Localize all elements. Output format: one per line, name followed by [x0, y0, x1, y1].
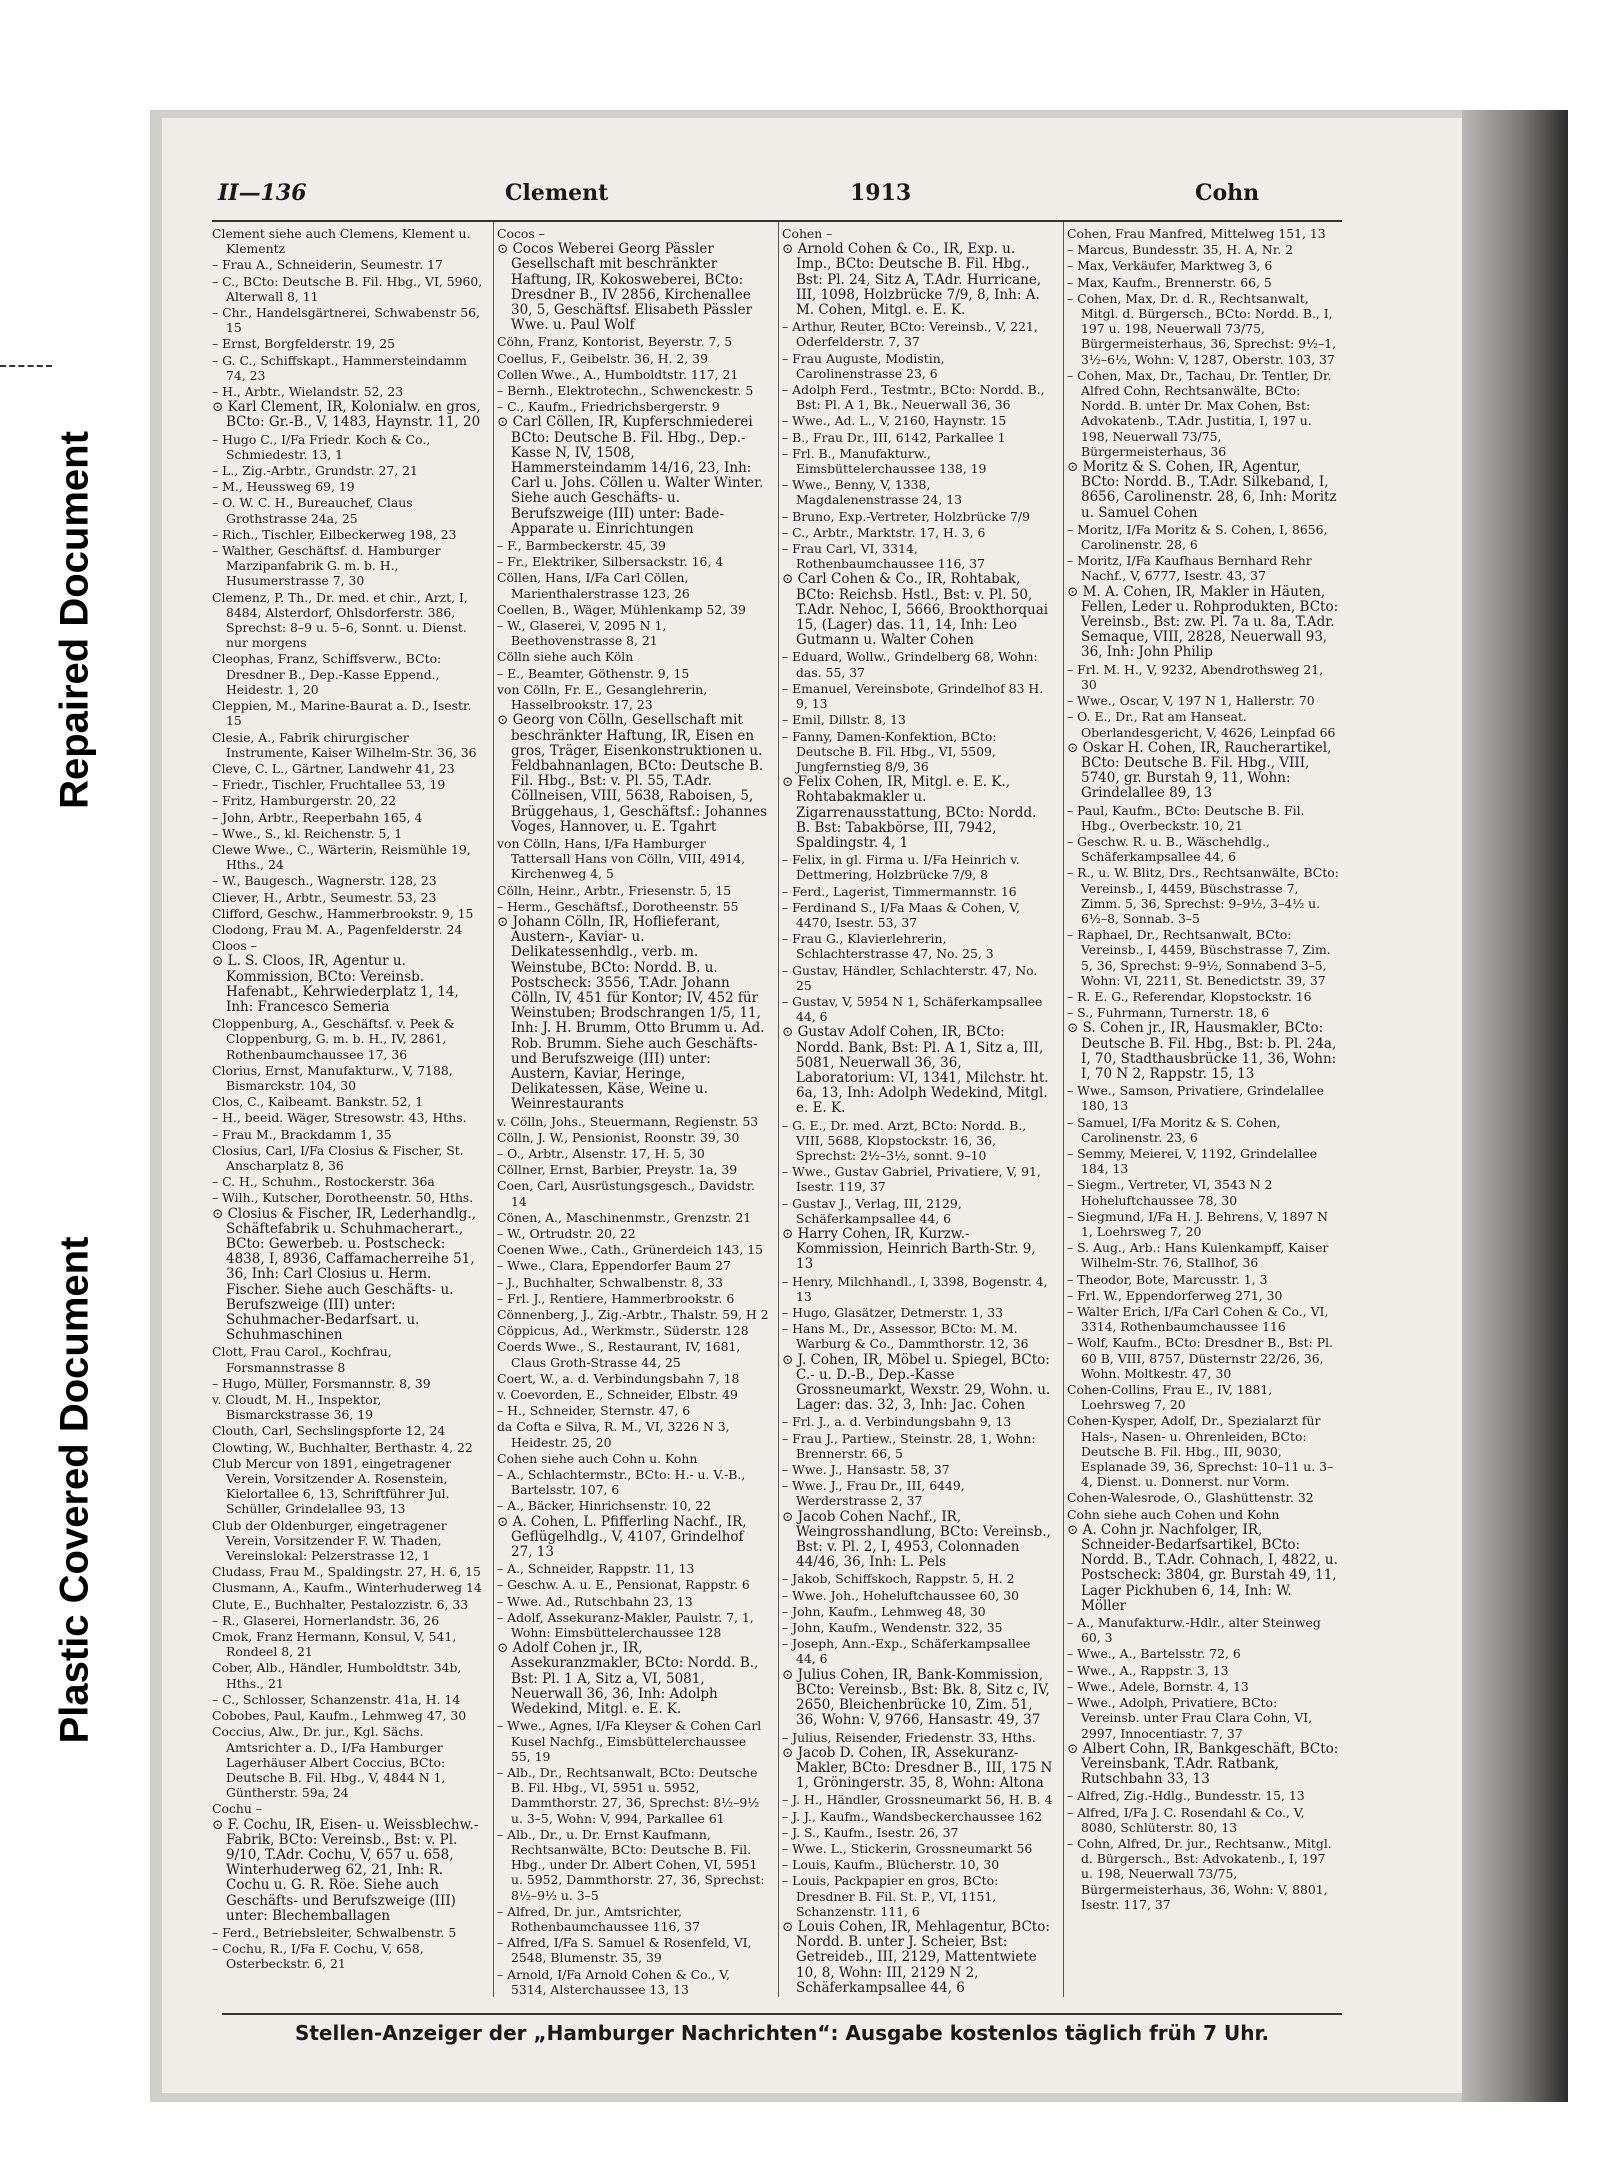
directory-entry: – H., Schneider, Sternstr. 47, 6 — [497, 1403, 691, 1419]
directory-entry: – Wwe., A., Rappstr. 3, 13 — [1067, 1662, 1229, 1678]
directory-entry: ⊙ M. A. Cohen, IR, Makler in Häuten, Fellen, Leder u. Rohprodukten, BCto: Vereinsb., Bst: zw. Pl. 7a u. 8a, T.Adr. Semaque, VIII, 2828, Neuerwall 93, 36, Inh: John Philip — [1067, 583, 1339, 661]
directory-entry: Cober, Alb., Händler, Humboldtstr. 34b, Hths., 21 — [212, 1660, 462, 1691]
directory-entry: – Rich., Tischler, Eilbeckerweg 198, 23 — [212, 526, 457, 542]
directory-entry: – Marcus, Bundesstr. 35, H. A, Nr. 2 — [1067, 242, 1294, 258]
directory-entry: – J. J., Kaufm., Wandsbeckerchaussee 162 — [782, 1808, 1043, 1824]
directory-entry: – Paul, Kaufm., BCto: Deutsche B. Fil. Hbg., Overbeckstr. 10, 21 — [1067, 802, 1305, 833]
directory-entry: Clifford, Geschw., Hammerbrookstr. 9, 15 — [212, 905, 474, 921]
directory-entry: ⊙ A. Cohen, L. Pfifferling Nachf., IR, Geflügelhdlg., V, 4107, Grindelhof 27, 13 — [497, 1513, 747, 1561]
directory-entry: – Walter Erich, I/Fa Carl Cohen & Co., VI, 3314, Rothenbaumchaussee 116 — [1067, 1304, 1329, 1335]
repaired-document-label: Repaired Document — [52, 431, 97, 809]
directory-entry: – E., Beamter, Göthenstr. 9, 15 — [497, 665, 690, 681]
directory-entry: – Siegm., Vertreter, VI, 3543 N 2 Hoheluftchaussee 78, 30 — [1067, 1177, 1273, 1208]
directory-entry: – Fritz, Hamburgerstr. 20, 22 — [212, 793, 397, 809]
directory-entry: ⊙ J. Cohen, IR, Möbel u. Spiegel, BCto: C.- u. D.-B., Dep.-Kasse Grossneumarkt, Wexstr. 29, Wohn. u. Lager: das. 32, 3, Inh: Jac. Cohen — [782, 1351, 1051, 1414]
directory-entry: – John, Kaufm., Lehmweg 48, 30 — [782, 1603, 986, 1619]
directory-entry: – Joseph, Ann.-Exp., Schäferkampsallee 44, 6 — [782, 1636, 1031, 1667]
directory-entry: – Ernst, Borgfelderstr. 19, 25 — [212, 336, 395, 352]
document-type-sidebar — [0, 0, 150, 2177]
directory-entry: – S. Aug., Arb.: Hans Kulenkampff, Kaiser Wilhelm-Str. 76, Stallhof, 36 — [1067, 1240, 1329, 1271]
directory-entry: – Henry, Milchhandl., I, 3398, Bogenstr. 4, 13 — [782, 1273, 1048, 1304]
directory-entry: – M., Heussweg 69, 19 — [212, 479, 355, 495]
directory-entry: – Herm., Geschäftsf., Dorotheenstr. 55 — [497, 898, 739, 914]
directory-entry: – Louis, Packpapier en gros, BCto: Dresdner B. Fil. St. P., VI, 1151, Schanzenstr. 111, 6 — [782, 1873, 999, 1919]
directory-entry: ⊙ Karl Clement, IR, Kolonialw. en gros, BCto: Gr.-B., V, 1483, Haynstr. 11, 20 — [212, 399, 481, 431]
directory-entry: Cönnenberg, J., Zig.-Arbtr., Thalstr. 59, H 2 — [497, 1307, 769, 1323]
directory-entry: v. Cölln, Johs., Steuermann, Regienstr. 53 — [497, 1113, 759, 1129]
directory-entry: Clowting, W., Buchhalter, Berthastr. 4, 22 — [212, 1439, 473, 1455]
directory-entry: – Ferd., Lagerist, Timmermannstr. 16 — [782, 883, 1017, 899]
directory-entry: Clorius, Ernst, Manufakturw., V, 7188, Bismarckstr. 104, 30 — [212, 1062, 453, 1093]
directory-entry: ⊙ Julius Cohen, IR, Bank-Kommission, BCto: Vereinsb., Bst: Bk. 8, Sitz c, IV, 2650, Bleichenbrücke 10, Zim. 51, 36, Wohn: V, 9766, Hansastr. 49, 37 — [782, 1666, 1050, 1729]
directory-entry: – Hugo, Müller, Forsmannstr. 8, 39 — [212, 1375, 431, 1391]
directory-entry: – Frl. J., Rentiere, Hammerbrookstr. 6 — [497, 1290, 735, 1306]
directory-entry: – Emil, Dillstr. 8, 13 — [782, 712, 906, 728]
directory-entry: – Frau Auguste, Modistin, Carolinenstrasse 23, 6 — [782, 350, 945, 381]
directory-entry: – C. H., Schuhm., Rostockerstr. 36a — [212, 1174, 435, 1190]
directory-entry: – Cohen, Max, Dr., Tachau, Dr. Tentler, Dr. Alfred Cohn, Rechtsanwälte, BCto: Nordd. B. unter Dr. Max Cohen, Bst: Advokatenb., T.Adr. Justitia, I, 197 u. 198, Neuerwall 73/75, Bürgermeisterhaus, 36 — [1067, 367, 1332, 459]
directory-entry: – Wwe., Benny, V, 1338, Magdalenenstrasse 24, 13 — [782, 477, 962, 508]
directory-entry: – A., Schlachtermstr., BCto: H.- u. V.-B., Bartelsstr. 107, 6 — [497, 1467, 746, 1498]
directory-entry: Clute, E., Buchhalter, Pestalozzistr. 6, 33 — [212, 1596, 469, 1612]
directory-entry: – C., Kaufm., Friedrichsbergerstr. 9 — [497, 399, 720, 415]
directory-entry: Cohen siehe auch Cohn u. Kohn — [497, 1450, 698, 1466]
directory-entry: Coenen Wwe., Cath., Grünerdeich 143, 15 — [497, 1242, 764, 1258]
directory-entry: – Max, Kaufm., Brennerstr. 66, 5 — [1067, 274, 1272, 290]
dashed-divider — [0, 365, 52, 367]
directory-entry: Cohen-Walesrode, O., Glashüttenstr. 32 — [1067, 1490, 1314, 1506]
directory-entry: – Wwe., Gustav Gabriel, Privatiere, V, 91, Isestr. 119, 37 — [782, 1164, 1041, 1195]
directory-entry: v. Coevorden, E., Schneider, Elbstr. 49 — [497, 1387, 738, 1403]
directory-entry: Cöllen, Hans, I/Fa Carl Cöllen, Marienthalerstrasse 123, 26 — [497, 570, 690, 601]
directory-entry: ⊙ Carl Cöllen, IR, Kupferschmiederei BCto: Deutsche B. Fil. Hbg., Dep.-Kasse N, IV, 1508, Hammersteindamm 14/16, 23, Inh: Carl u. Johs. Cöllen u. Walter Winter. Siehe auch Geschäfts- u. Berufszweige (III) unter: Bade-Apparate u. Einrichtungen — [497, 414, 764, 537]
directory-entry: Club Mercur von 1891, eingetragener Verein, Vorsitzender A. Rosenstein, Kielortallee 6, 13, Schriftführer Jul. Schüller, Grindelallee 93, 13 — [212, 1455, 452, 1517]
directory-entry: – Moritz, I/Fa Moritz & S. Cohen, I, 8656, Carolinenstr. 28, 6 — [1067, 521, 1328, 553]
directory-entry: da Cofta e Silva, R. M., VI, 3226 N 3, Heidestr. 25, 20 — [497, 1419, 730, 1450]
directory-entry: Cönen, A., Maschinenmstr., Grenzstr. 21 — [497, 1209, 752, 1225]
directory-entry: – Gustav J., Verlag, III, 2129, Schäferkampsallee 44, 6 — [782, 1195, 962, 1226]
directory-entry: – Walther, Geschäftsf. d. Hamburger Marzipanfabrik G. m. b. H., Husumerstrasse 7, 30 — [212, 543, 441, 589]
directory-entry: – Wwe., S., kl. Reichenstr. 5, 1 — [212, 825, 403, 841]
directory-entry: Cobobes, Paul, Kaufm., Lehmweg 47, 30 — [212, 1708, 467, 1724]
directory-entry: ⊙ Harry Cohen, IR, Kurzw.-Kommission, Heinrich Barth-Str. 9, 13 — [782, 1226, 1036, 1273]
directory-entry: – F., Barmbeckerstr. 45, 39 — [497, 538, 666, 554]
directory-entry: Clemenz, P. Th., Dr. med. et chir., Arzt, I, 8484, Alsterdorf, Ohlsdorferstr. 386, Sprechst: 8–9 u. 5–6, Sonnt. u. Dienst. nur morgens — [212, 589, 468, 651]
directory-entry: – Wwe., Agnes, I/Fa Kleyser & Cohen Carl Kusel Nachfg., Eimsbüttelerchaussee 55, 19 — [497, 1718, 762, 1764]
directory-entry: – Frau Carl, VI, 3314, Rothenbaumchaussee 116, 37 — [782, 541, 986, 572]
directory-entry: Cölln, J. W., Pensionist, Roonstr. 39, 30 — [497, 1129, 740, 1145]
directory-entry: Coert, W., a. d. Verbindungsbahn 7, 18 — [497, 1370, 740, 1386]
directory-entry: – C., Arbtr., Marktstr. 17, H. 3, 6 — [782, 524, 986, 540]
directory-entry: – R., u. W. Blitz, Drs., Rechtsanwälte, BCto: Vereinsb., I, 4459, Büschstrasse 7, Zimm. 5, 36, Sprechst: 9–9½, 3–4½ u. 6½–8, Sonnab. 3–5 — [1067, 865, 1339, 926]
directory-entry: Cohen-Collins, Frau E., IV, 1881, Loehrsweg 7, 20 — [1067, 1382, 1273, 1413]
directory-entry: – Fanny, Damen-Konfektion, BCto: Deutsche B. Fil. Hbg., VI, 5509, Jungfernstieg 8/9, 36 — [782, 728, 997, 774]
directory-entry: Collen Wwe., A., Humboldtstr. 117, 21 — [497, 366, 739, 382]
directory-entry: – Friedr., Tischler, Fruchtallee 53, 19 — [212, 777, 446, 793]
directory-entry: – Ferdinand S., I/Fa Maas & Cohen, V, 4470, Isestr. 53, 37 — [782, 899, 1020, 930]
directory-entry: Cohen – — [782, 226, 833, 241]
directory-entry: – Frl. M. H., V, 9232, Abendrothsweg 21, 30 — [1067, 661, 1324, 692]
directory-entry: Cleophas, Franz, Schiffsverw., BCto: Dresdner B., Dep.-Kasse Eppend., Heidestr. 1, 20 — [212, 651, 442, 697]
directory-column-4 — [1067, 226, 1339, 1996]
directory-entry: – Cohn, Alfred, Dr. jur., Rechtsanw., Mitgl. d. Bürgersch., Bst: Advokatenb., I, 197 u. 198, Neuerwall 73/75, Bürgermeisterhaus, 36, Wohn: V, 8801, Isestr. 117, 37 — [1067, 1835, 1332, 1912]
directory-entry: Coen, Carl, Ausrüstungsgesch., Davidstr. 14 — [497, 1178, 755, 1209]
directory-entry: Club der Oldenburger, eingetragener Verein, Vorsitzender F. W. Thaden, Vereinslokal: Pelzerstrasse 12, 1 — [212, 1517, 447, 1564]
directory-entry: – Gustav, Händler, Schlachterstr. 47, No. 25 — [782, 962, 1038, 993]
directory-entry: – Alb., Dr., u. Dr. Ernst Kaufmann, Rechtsanwälte, BCto: Deutsche B. Fil. Hbg., under Dr. Albert Cohen, VI, 5951 u. 5952, Dammthorstr. 27, 36, Sprechst: 8½–9½ u. 3–5 — [497, 1826, 765, 1903]
directory-entry: ⊙ Adolf Cohen jr., IR, Assekuranzmakler, BCto: Nordd. B., Bst: Pl. 1 A, Sitz a, VI, 5081, Neuerwall 36, 36, Inh: Adolph Wedekind, Mitgl. e. E. K. — [497, 1640, 759, 1718]
directory-entry: Cleppien, M., Marine-Baurat a. D., Isestr. 15 — [212, 698, 472, 729]
directory-entry: – H., Arbtr., Wielandstr. 52, 23 — [212, 384, 404, 400]
directory-entry: – O., Arbtr., Alsenstr. 17, H. 5, 30 — [497, 1145, 705, 1161]
directory-entry: – Wwe. Ad., Rutschbahn 23, 13 — [497, 1593, 693, 1609]
directory-entry: – Wwe. L., Stickerin, Grossneumarkt 56 — [782, 1840, 1033, 1856]
directory-entry: – John, Kaufm., Wendenstr. 322, 35 — [782, 1620, 1003, 1636]
directory-entry: – Jakob, Schiffskoch, Rappstr. 5, H. 2 — [782, 1571, 1015, 1587]
directory-entry: ⊙ L. S. Cloos, IR, Agentur u. Kommission, BCto: Vereinsb. Hafenabt., Kehrwiederplatz 1, 14, Inh: Francesco Semeria — [212, 953, 459, 1015]
directory-entry: – B., Frau Dr., III, 6142, Parkallee 1 — [782, 429, 1006, 445]
footer-advertisement: Stellen-Anzeiger der „Hamburger Nachrichten“: Ausgabe kostenlos täglich früh 7 Uhr. — [222, 2013, 1342, 2055]
directory-entry: – Wwe., A., Bartelsstr. 72, 6 — [1067, 1646, 1241, 1662]
directory-entry: ⊙ F. Cochu, IR, Eisen- u. Weissblechw.-Fabrik, BCto: Vereinsb., Bst: v. Pl. 9/10, T.Adr. Cochu, V, 657 u. 658, Winterhuderweg 62, 21, Inh: R. Cochu u. G. R. Röe. Siehe auch Geschäfts- und Berufszweige (III) unter: Blechemballagen — [212, 1816, 479, 1924]
directory-entry: – Alfred, Dr. jur., Amtsrichter, Rothenbaumchaussee 116, 37 — [497, 1903, 701, 1934]
directory-entry: – John, Arbtr., Reeperbahn 165, 4 — [212, 809, 423, 825]
directory-entry: – W., Baugesch., Wagnerstr. 128, 23 — [212, 873, 437, 889]
directory-entry: – Adolph Ferd., Testmtr., BCto: Nordd. B., Bst: Pl. A 1, Bk., Neuerwall 36, 36 — [782, 382, 1045, 413]
directory-entry: – Emanuel, Vereinsbote, Grindelhof 83 H. 9, 13 — [782, 680, 1044, 712]
directory-entry: Cöllner, Ernst, Barbier, Preystr. 1a, 39 — [497, 1162, 738, 1178]
directory-entry: – Arnold, I/Fa Arnold Cohen & Co., V, 5314, Alsterchaussee 13, 13 — [497, 1966, 730, 1996]
plastic-covered-document-label: Plastic Covered Document — [52, 1236, 97, 1744]
directory-entry: – Geschw. A. u. E., Pensionat, Rappstr. 6 — [497, 1577, 750, 1593]
directory-entry: – L., Zig.-Arbtr., Grundstr. 27, 21 — [212, 463, 418, 479]
directory-entry: – Semmy, Meierei, V, 1192, Grindelallee 184, 13 — [1067, 1145, 1318, 1177]
directory-entry: – Julius, Reisender, Friedenstr. 33, Hths. — [782, 1729, 1036, 1745]
directory-entry: – Frau A., Schneiderin, Seumestr. 17 — [212, 257, 443, 273]
directory-entry: – O. E., Dr., Rat am Hanseat. Oberlandesgericht, V, 4626, Leinpfad 66 — [1067, 709, 1336, 740]
running-header — [210, 180, 1340, 210]
directory-entry: – C., BCto: Deutsche B. Fil. Hbg., VI, 5960, Alterwall 8, 11 — [212, 273, 483, 304]
directory-entry: Clewe Wwe., C., Wärterin, Reismühle 19, Hths., 24 — [212, 841, 471, 873]
directory-entry: Clesie, A., Fabrik chirurgischer Instrumente, Kaiser Wilhelm-Str. 36, 36 — [212, 729, 477, 760]
directory-entry: – Siegmund, I/Fa H. J. Behrens, V, 1897 N 1, Loehrsweg 7, 20 — [1067, 1208, 1328, 1239]
directory-entry: – Wwe., Samson, Privatiere, Grindelallee 180, 13 — [1067, 1083, 1324, 1114]
directory-entry: – Gustav, V, 5954 N 1, Schäferkampsallee 44, 6 — [782, 993, 1043, 1025]
directory-column-2 — [497, 226, 769, 1996]
directory-entry: ⊙ Carl Cohen & Co., IR, Rohtabak, BCto: Reichsb. Hstl., Bst: v. Pl. 50, T.Adr. Nehoc, I, 5666, Brookthorquai 15, (Lager) das. 11, 14, Inh: Leo Gutmann u. Walter Cohen — [782, 571, 1049, 649]
directory-entry: – Fr., Elektriker, Silbersackstr. 16, 4 — [497, 554, 724, 570]
directory-column-3 — [782, 226, 1054, 1996]
directory-entry: – Adolf, Assekuranz-Makler, Paulstr. 7, 1, Wohn: Eimsbüttelerchaussee 128 — [497, 1609, 754, 1641]
directory-entry: ⊙ Arnold Cohen & Co., IR, Exp. u. Imp., BCto: Deutsche B. Fil. Hbg., Bst: Pl. 24, Sitz A, T.Adr. Hurricane, III, 1098, Holzbrücke 7/9, 8, Inh: A. M. Cohen, Mitgl. e. E. K. — [782, 241, 1042, 319]
directory-entry: ⊙ Closius & Fischer, IR, Lederhandlg., Schäftefabrik u. Schuhmacherart., BCto: Gewerbeb. u. Postscheck: 4838, I, 8936, Caffamacherreihe 51, 36, Inh: Carl Closius u. Herm. Fischer. Siehe auch Geschäfts- u. Berufszweige (III) unter: Schuhmacher-Bedarfsart. u. Schuhmaschinen — [212, 1205, 476, 1344]
directory-entry: Clouth, Carl, Sechslingspforte 12, 24 — [212, 1423, 446, 1439]
directory-entry: – R., Glaserei, Hornerlandstr. 36, 26 — [212, 1612, 440, 1628]
directory-entry: – H., beeid. Wäger, Stresowstr. 43, Hths. — [212, 1110, 467, 1126]
directory-entry: – Frau M., Brackdamm 1, 35 — [212, 1126, 392, 1142]
directory-entry: – C., Schlosser, Schanzenstr. 41a, H. 14 — [212, 1691, 461, 1707]
directory-entry: Clos, C., Kaibeamt. Bankstr. 52, 1 — [212, 1094, 424, 1110]
directory-entry: Cocos – — [497, 226, 545, 241]
directory-entry: ⊙ Oskar H. Cohen, IR, Raucherartikel, BCto: Deutsche B. Fil. Hbg., VIII, 5740, gr. Burstah 9, 11, Wohn: Grindelallee 89, 13 — [1067, 739, 1332, 802]
directory-entry: ⊙ Moritz & S. Cohen, IR, Agentur, BCto: Nordd. B., T.Adr. Silkeband, I, 8656, Carolinenstr. 28, 6, Inh: Moritz u. Samuel Cohen — [1067, 459, 1337, 521]
directory-entry: – A., Manufakturw.-Hdlr., alter Steinweg 60, 3 — [1067, 1615, 1321, 1646]
directory-entry: – Frl. B., Manufakturw., Eimsbüttelerchaussee 138, 19 — [782, 445, 987, 477]
directory-entry: – Frl. J., a. d. Verbindungsbahn 9, 13 — [782, 1414, 1012, 1430]
directory-entry: – Moritz, I/Fa Kaufhaus Bernhard Rehr Nachf., V, 6777, Isestr. 43, 37 — [1067, 553, 1312, 584]
directory-entry: – Hugo, Glasätzer, Detmerstr. 1, 33 — [782, 1305, 1004, 1321]
directory-entry: – W., Glaserei, V, 2095 N 1, Beethovenstrasse 8, 21 — [497, 618, 667, 649]
directory-entry: ⊙ Felix Cohen, IR, Mitgl. e. E. K., Rohtabakmakler u. Zigarrenausstattung, BCto: Nordd. B. Bst: Tabakbörse, III, 7942, Spaldingstr. 4, 1 — [782, 774, 1037, 851]
directory-entry: – Eduard, Wollw., Grindelberg 68, Wohn: das. 55, 37 — [782, 649, 1038, 680]
directory-entry: – Arthur, Reuter, BCto: Vereinsb., V, 221, Oderfelderstr. 7, 37 — [782, 319, 1038, 350]
directory-entry: Cölln siehe auch Köln — [497, 649, 634, 665]
directory-entry: Cmok, Franz Hermann, Konsul, V, 541, Rondeel 8, 21 — [212, 1629, 457, 1660]
directory-entry: – Cohen, Max, Dr. d. R., Rechtsanwalt, Mitgl. d. Bürgersch., BCto: Nordd. B., I, 197 u. 198, Neuerwall 73/75, Bürgermeisterhaus, 36, Sprechst: 9½–1, 3½–6½, Wohn: V, 1287, Oberstr. 103, 37 — [1067, 290, 1337, 367]
directory-entry: ⊙ S. Cohen jr., IR, Hausmakler, BCto: Deutsche B. Fil. Hbg., Bst: b. Pl. 24a, I, 70, Stadthausbrücke 11, 36, Wohn: I, 70 N 2, Rappstr. 15, 13 — [1067, 1020, 1337, 1082]
header-last-entry: Cohn — [1195, 180, 1260, 206]
directory-entry: Clodong, Frau M. A., Pagenfelderstr. 24 — [212, 921, 463, 937]
directory-entry: ⊙ A. Cohn jr. Nachfolger, IR, Schneider-Bedarfsartikel, BCto: Nordd. B., T.Adr. Cohnach, I, 4822, u. Postscheck: 3804, gr. Burstah 49, 11, Lager Pickhuben 6, 14, Inh: W. Möller — [1067, 1521, 1338, 1614]
directory-entry: – Ferd., Betriebsleiter, Schwalbenstr. 5 — [212, 1924, 457, 1940]
header-first-entry: Clement — [505, 180, 609, 206]
directory-entry: Cleve, C. L., Gärtner, Landwehr 41, 23 — [212, 760, 455, 776]
directory-entry: Cohen, Frau Manfred, Mittelweg 151, 13 — [1067, 226, 1326, 241]
directory-entry: ⊙ Georg von Cölln, Gesellschaft mit beschränkter Haftung, IR, Eisen en gros, Träger, Eisenkonstruktionen u. Feldbahnanlagen, BCto: Deutsche B. Fil. Hbg., Bst: v. Pl. 55, T.Adr. Cöllneisen, VIII, 5638, Raboisen, 5, Brüggehaus, 1, Geschäftsf.: Johannes Voges, Hannover, u. E. Tgahrt — [497, 712, 768, 835]
directory-entry: ⊙ Cocos Weberei Georg Pässler Gesellschaft mit beschränkter Haftung, IR, Kokosweberei, BCto: Dresdner B., IV 2856, Kirchenallee 30, 5, Geschäftsf. Elisabeth Pässler Wwe. u. Paul Wolf — [497, 241, 753, 334]
directory-entry: – J. S., Kaufm., Isestr. 26, 37 — [782, 1824, 959, 1840]
directory-entry: – Wwe., Adolph, Privatiere, BCto: Vereinsb. unter Frau Clara Cohn, VI, 2997, Innocentiastr. 7, 37 — [1067, 1695, 1313, 1741]
column-rule — [778, 222, 779, 1997]
directory-entry: Clusmann, A., Kaufm., Winterhuderweg 14 — [212, 1580, 482, 1596]
directory-entry: Coerds Wwe., S., Restaurant, IV, 1681, Claus Groth-Strasse 44, 25 — [497, 1339, 741, 1370]
directory-entry: – Hans M., Dr., Assessor, BCto: M. M. Warburg & Co., Dammthorstr. 12, 36 — [782, 1321, 1029, 1352]
directory-entry: von Cölln, Fr. E., Gesanglehrerin, Hasselbrookstr. 17, 23 — [497, 681, 708, 713]
column-rule — [1063, 222, 1064, 1997]
directory-entry: – Frl. W., Eppendorferweg 271, 30 — [1067, 1287, 1283, 1303]
column-rule — [493, 222, 494, 1997]
directory-entry: ⊙ Gustav Adolf Cohen, IR, BCto: Nordd. Bank, Bst: Pl. A 1, Sitz a, III, 5081, Neuerwall 36, 36, Laboratorium: VI, 1341, Milchstr. ht. 6a, 13, Inh: Adolph Wedekind, Mitgl. e. E. K. — [782, 1024, 1049, 1117]
directory-entry: Clott, Frau Carol., Kochfrau, Forsmannstrasse 8 — [212, 1344, 392, 1375]
directory-entry: – Wolf, Kaufm., BCto: Dresdner B., Bst: Pl. 60 B, VIII, 8757, Düsternstr 22/26, 36, Wohn. Moltkestr. 47, 30 — [1067, 1335, 1333, 1381]
directory-entry: – G. E., Dr. med. Arzt, BCto: Nordd. B., VIII, 5688, Klopstockstr. 16, 36, Sprechst: 2½–3½, sonnt. 9–10 — [782, 1117, 1027, 1163]
directory-entry: v. Cloudt, M. H., Inspektor, Bismarckstrasse 36, 19 — [212, 1392, 382, 1423]
directory-entry: – Alfred, I/Fa J. C. Rosendahl & Co., V, 8080, Schlüterstr. 80, 13 — [1067, 1804, 1305, 1835]
directory-entry: – Louis, Kaufm., Blücherstr. 10, 30 — [782, 1857, 1000, 1873]
directory-entry: – Theodor, Bote, Marcusstr. 1, 3 — [1067, 1271, 1268, 1287]
directory-entry: – Wwe. Joh., Hoheluftchaussee 60, 30 — [782, 1587, 1020, 1603]
directory-entry: Coellen, B., Wäger, Mühlenkamp 52, 39 — [497, 601, 746, 617]
directory-entry: – Cochu, R., I/Fa F. Cochu, V, 658, Osterbeckstr. 6, 21 — [212, 1941, 424, 1972]
directory-entry: – Max, Verkäufer, Marktweg 3, 6 — [1067, 258, 1273, 274]
directory-entry: Cölln, Heinr., Arbtr., Friesenstr. 5, 15 — [497, 882, 732, 898]
directory-entry: Cludass, Frau M., Spaldingstr. 27, H. 6, 15 — [212, 1564, 481, 1580]
directory-entry: – Alb., Dr., Rechtsanwalt, BCto: Deutsche B. Fil. Hbg., VI, 5951 u. 5952, Dammthorstr. 27, 36, Sprechst: 8½–9½ u. 3–5, Wohn: V, 994, Parkallee 61 — [497, 1764, 760, 1826]
page-number: II—136 — [218, 180, 307, 206]
directory-entry: ⊙ Jacob D. Cohen, IR, Assekuranz-Makler, BCto: Dresdner B., III, 175 N 1, Gröningerstr. 35, 8, Wohn: Altona — [782, 1744, 1053, 1792]
directory-entry: ⊙ Johann Cölln, IR, Hoflieferant, Austern-, Kaviar- u. Delikatessenhdlg., verb. m. Weinstube, BCto: Nordd. B. u. Postscheck: 3556, T.Adr. Johann Cölln, IV, 451 für Kontor; IV, 452 für Weinstuben; Brodschrangen 1/5, 11, Inh: J. H. Brumm, Otto Brumm u. Ad. Rob. Brumm. Siehe auch Geschäfts- und Berufszweige (III) unter: Austern, Kaviar, Heringe, Delikatessen, Käse, Weine u. Weinrestaurants — [497, 913, 765, 1113]
directory-page — [162, 118, 1462, 2093]
directory-entry: Closius, Carl, I/Fa Closius & Fischer, St. Anscharplatz 8, 36 — [212, 1142, 464, 1173]
header-year: 1913 — [850, 180, 912, 206]
directory-entry: – J., Buchhalter, Schwalbenstr. 8, 33 — [497, 1274, 723, 1290]
directory-entry: – Wwe., Clara, Eppendorfer Baum 27 — [497, 1258, 731, 1274]
directory-entry: – G. C., Schiffskapt., Hammersteindamm 74, 23 — [212, 352, 467, 383]
directory-entry: – Samuel, I/Fa Moritz & S. Cohen, Carolinenstr. 23, 6 — [1067, 1114, 1281, 1145]
directory-entry: Cliever, H., Arbtr., Seumestr. 53, 23 — [212, 889, 437, 905]
directory-entry: – A., Schneider, Rappstr. 11, 13 — [497, 1561, 695, 1577]
directory-entry: – R. E. G., Referendar, Klopstockstr. 16 — [1067, 988, 1312, 1004]
directory-entry: – Alfred, I/Fa S. Samuel & Rosenfeld, VI, 2548, Blumenstr. 35, 39 — [497, 1935, 752, 1966]
directory-entry: Cochu – — [212, 1801, 262, 1817]
directory-entry: – Wwe., Oscar, V, 197 N 1, Hallerstr. 70 — [1067, 693, 1315, 709]
directory-entry: – Wwe. J., Frau Dr., III, 6449, Werderstrasse 2, 37 — [782, 1478, 965, 1509]
directory-entry: Coellus, F., Geibelstr. 36, H. 2, 39 — [497, 350, 708, 366]
directory-entry: Cöhn, Franz, Kontorist, Beyerstr. 7, 5 — [497, 334, 733, 350]
directory-entry: – Alfred, Zig.-Hdlg., Bundesstr. 15, 13 — [1067, 1788, 1305, 1804]
directory-entry: – O. W. C. H., Bureauchef, Claus Grothstrasse 24a, 25 — [212, 495, 413, 526]
directory-entry: – W., Ortrudstr. 20, 22 — [497, 1226, 636, 1241]
directory-entry: ⊙ Albert Cohn, IR, Bankgeschäft, BCto: Vereinsbank, T.Adr. Ratbank, Rutschbahn 33, 13 — [1067, 1740, 1339, 1788]
book-binding-edge — [1462, 110, 1568, 2102]
directory-entry: – J. H., Händler, Grossneumarkt 56, H. B. 4 — [782, 1792, 1053, 1808]
directory-entry: – Wilh., Kutscher, Dorotheenstr. 50, Hths. — [212, 1190, 474, 1206]
directory-entry: – Wwe. J., Hansastr. 58, 37 — [782, 1462, 950, 1478]
directory-entry: – Hugo C., I/Fa Friedr. Koch & Co., Schmiedestr. 13, 1 — [212, 431, 431, 462]
directory-columns — [212, 220, 1342, 1997]
directory-entry: Cloos – — [212, 938, 257, 954]
directory-column-1 — [212, 226, 484, 1996]
directory-entry: Coccius, Alw., Dr. jur., Kgl. Sächs. Amtsrichter a. D., I/Fa Hamburger Lagerhäuser Albert Coccius, BCto: Deutsche B. Fil. Hbg., V, 4844 N 1, Güntherstr. 59a, 24 — [212, 1724, 446, 1801]
scanned-page-frame — [150, 110, 1568, 2102]
directory-entry: – Frau G., Klavierlehrerin, Schlachterstrasse 47, No. 25, 3 — [782, 931, 994, 962]
directory-entry: Cohen-Kysper, Adolf, Dr., Spezialarzt für Hals-, Nasen- u. Ohrenleiden, BCto: Deutsche B. Fil. Hbg., III, 9030, Esplanade 39, 36, Sprechst: 10–11 u. 3–4, Dienst. u. Donnerst. nur Vorm. — [1067, 1413, 1334, 1490]
directory-entry: Cloppenburg, A., Geschäftsf. v. Peek & Cloppenburg, G. m. b. H., IV, 2861, Rothenbaumchaussee 17, 36 — [212, 1016, 455, 1062]
directory-entry: ⊙ Jacob Cohen Nachf., IR, Weingrosshandlung, BCto: Vereinsb., Bst: v. Pl. 2, I, 4953, Colonnaden 44/46, 36, Inh: L. Pels — [782, 1508, 1051, 1571]
directory-entry: – A., Bäcker, Hinrichsenstr. 10, 22 — [497, 1498, 712, 1514]
directory-entry: Clement siehe auch Clemens, Klement u. Klementz — [212, 226, 471, 257]
directory-entry: – Frau J., Partiew., Steinstr. 28, 1, Wohn: Brennerstr. 66, 5 — [782, 1430, 1036, 1461]
directory-entry: – Raphael, Dr., Rechtsanwalt, BCto: Vereinsb., I, 4459, Büschstrasse 7, Zim. 5, 36, Sprechst: 9–9½, Sonnabend 3–5, Wohn: VI, 2211, St. Benedictstr. 39, 37 — [1067, 927, 1331, 988]
directory-entry: von Cölln, Hans, I/Fa Hamburger Tattersall Hans von Cölln, VIII, 4914, Kirchenweg 4, 5 — [497, 835, 746, 882]
directory-entry: Cohn siehe auch Cohen und Kohn — [1067, 1506, 1280, 1522]
directory-entry: – Bruno, Exp.-Vertreter, Holzbrücke 7/9 — [782, 508, 1030, 524]
directory-entry: – Wwe., Adele, Bornstr. 4, 13 — [1067, 1678, 1249, 1694]
directory-entry: ⊙ Louis Cohen, IR, Mehlagentur, BCto: Nordd. B. unter J. Scheier, Bst: Getreideb., III, 2129, Mattentwiete 10, 8, Wohn: III, 2129 N 2, Schäferkampsallee 44, 6 — [782, 1918, 1050, 1996]
directory-entry: – S., Fuhrmann, Turnerstr. 18, 6 — [1067, 1005, 1270, 1021]
directory-entry: Cöppicus, Ad., Werkmstr., Süderstr. 128 — [497, 1323, 749, 1339]
directory-entry: – Felix, in gl. Firma u. I/Fa Heinrich v. Dettmering, Holzbrücke 7/9, 8 — [782, 852, 1020, 883]
directory-entry: – Bernh., Elektrotechn., Schwenckestr. 5 — [497, 383, 754, 399]
directory-entry: – Chr., Handelsgärtnerei, Schwabenstr 56, 15 — [212, 305, 480, 336]
directory-entry: – Geschw. R. u. B., Wäschehdlg., Schäferkampsallee 44, 6 — [1067, 833, 1270, 865]
directory-entry: – Wwe., Ad. L., V, 2160, Haynstr. 15 — [782, 413, 1007, 429]
